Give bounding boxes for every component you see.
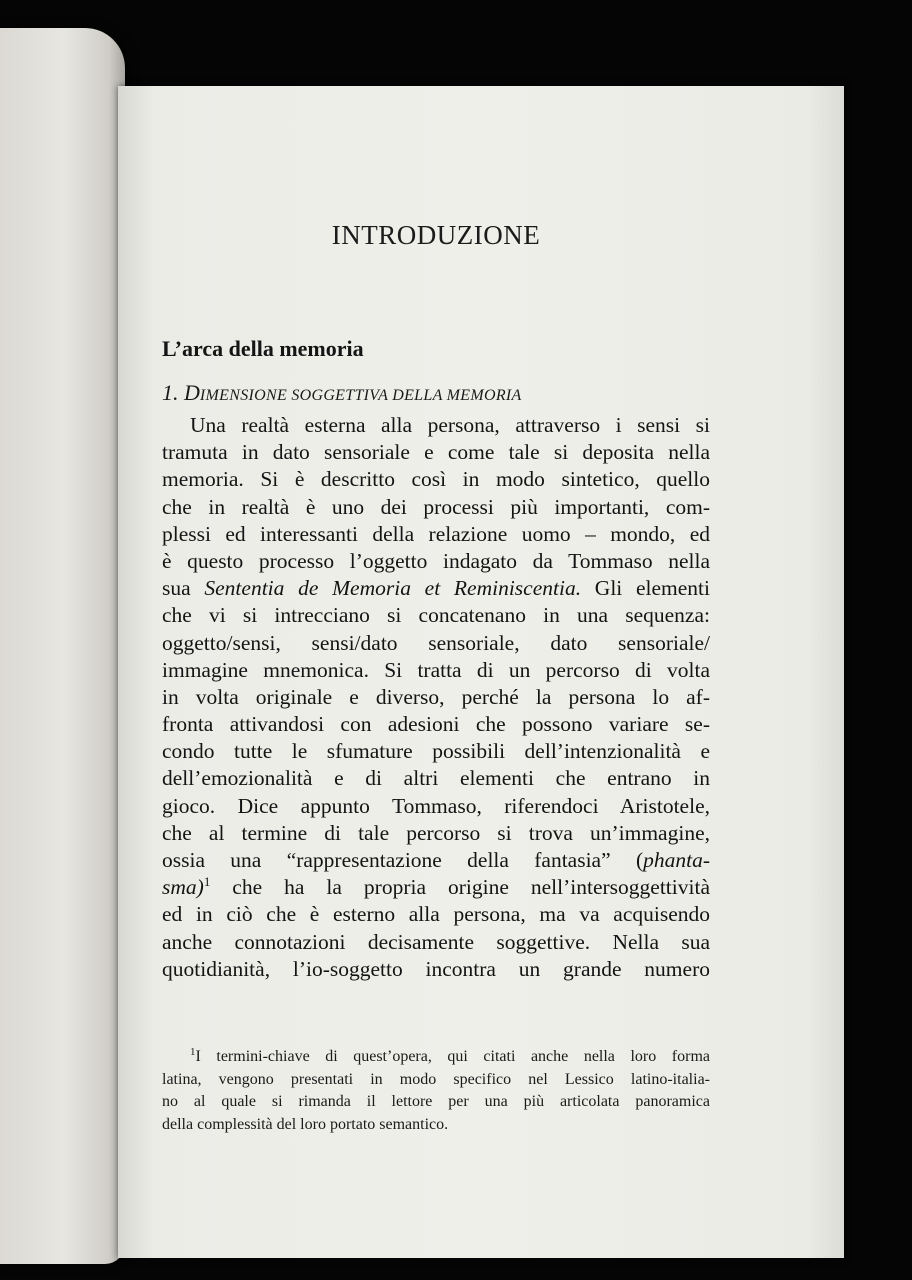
text-line: condo tutte le sfumature possibili dell’intenzionalità e: [162, 739, 710, 764]
text-line: che in realtà è uno dei processi più importanti, com-: [162, 494, 710, 519]
text-line: oggetto/sensi, sensi/dato sensoriale, dato sensoriale/: [162, 630, 710, 655]
text-line: gioco. Dice appunto Tommaso, riferendoci Aristotele,: [162, 793, 710, 818]
subsection-number: 1.: [162, 380, 179, 405]
text-line: che al termine di tale percorso si trova un’immagine,: [162, 820, 710, 845]
text-line: plessi ed interessanti della relazione uomo – mondo, ed: [162, 521, 710, 546]
text-segment: ossia una “rappresentazione della fantasia” (: [162, 848, 644, 872]
subsection-title-initial: D: [184, 380, 200, 405]
latin-term: phanta-: [643, 848, 710, 872]
text-line: Una realtà esterna alla persona, attraverso i sensi si: [190, 413, 710, 437]
text-line: che vi si intrecciano si concatenano in una sequenza:: [162, 603, 710, 628]
subsection-title-rest: IMENSIONE SOGGETTIVA DELLA MEMORIA: [199, 387, 522, 404]
text-line: quotidianità, l’io-soggetto incontra un grande numero: [162, 956, 710, 981]
text-line: [162, 874, 710, 901]
left-page-edge: [0, 28, 125, 1264]
text-line: [162, 847, 710, 874]
footnote-marker: 1: [203, 874, 211, 890]
text-segment: Gli elementi: [581, 576, 711, 601]
chapter-title: INTRODUZIONE: [331, 220, 541, 250]
text-line: tramuta in dato sensoriale e come tale si deposita nella: [162, 440, 710, 465]
work-title: Sententia de Memoria et Reminiscentia.: [204, 576, 582, 601]
text-line: [162, 575, 710, 602]
body-text: [162, 412, 710, 983]
text-line: è questo processo l’oggetto indagato da Tommaso nella: [162, 548, 710, 573]
text-line: memoria. Si è descritto così in modo sintetico, quello: [162, 467, 710, 492]
text-line: in volta originale e diverso, perché la persona lo af-: [162, 684, 710, 709]
text-line: dell’emozionalità e di altri elementi che entrano in: [162, 766, 710, 791]
footnote-line: [162, 1046, 710, 1069]
text-line: fronta attivandosi con adesioni che possono variare se-: [162, 712, 710, 737]
section-heading: L’arca della memoria: [162, 336, 364, 361]
footnote-number: 1: [190, 1046, 196, 1058]
text-segment: sua: [162, 576, 205, 601]
footnote-text: I termini-chiave di quest’opera, qui citati anche nella loro forma: [195, 1048, 710, 1065]
text-line: immagine mnemonica. Si tratta di un percorso di volta: [162, 657, 710, 682]
footnote-line: latina, vengono presentati in modo specifico nel Lessico latino-italia-: [162, 1070, 710, 1088]
text-line: ed in ciò che è esterno alla persona, ma va acquisendo: [162, 902, 710, 927]
footnote: [162, 1046, 710, 1136]
footnote-line: della complessità del loro portato semantico.: [162, 1115, 449, 1133]
text-line: anche connotazioni decisamente soggettive. Nella sua: [162, 929, 710, 954]
text-segment: che ha la propria origine nell’intersoggettività: [210, 875, 710, 900]
subsection-heading: [162, 380, 522, 406]
footnote-line: no al quale si rimanda il lettore per una più articolata panoramica: [162, 1093, 710, 1110]
latin-term: sma): [162, 875, 204, 900]
book-page: [118, 86, 844, 1258]
